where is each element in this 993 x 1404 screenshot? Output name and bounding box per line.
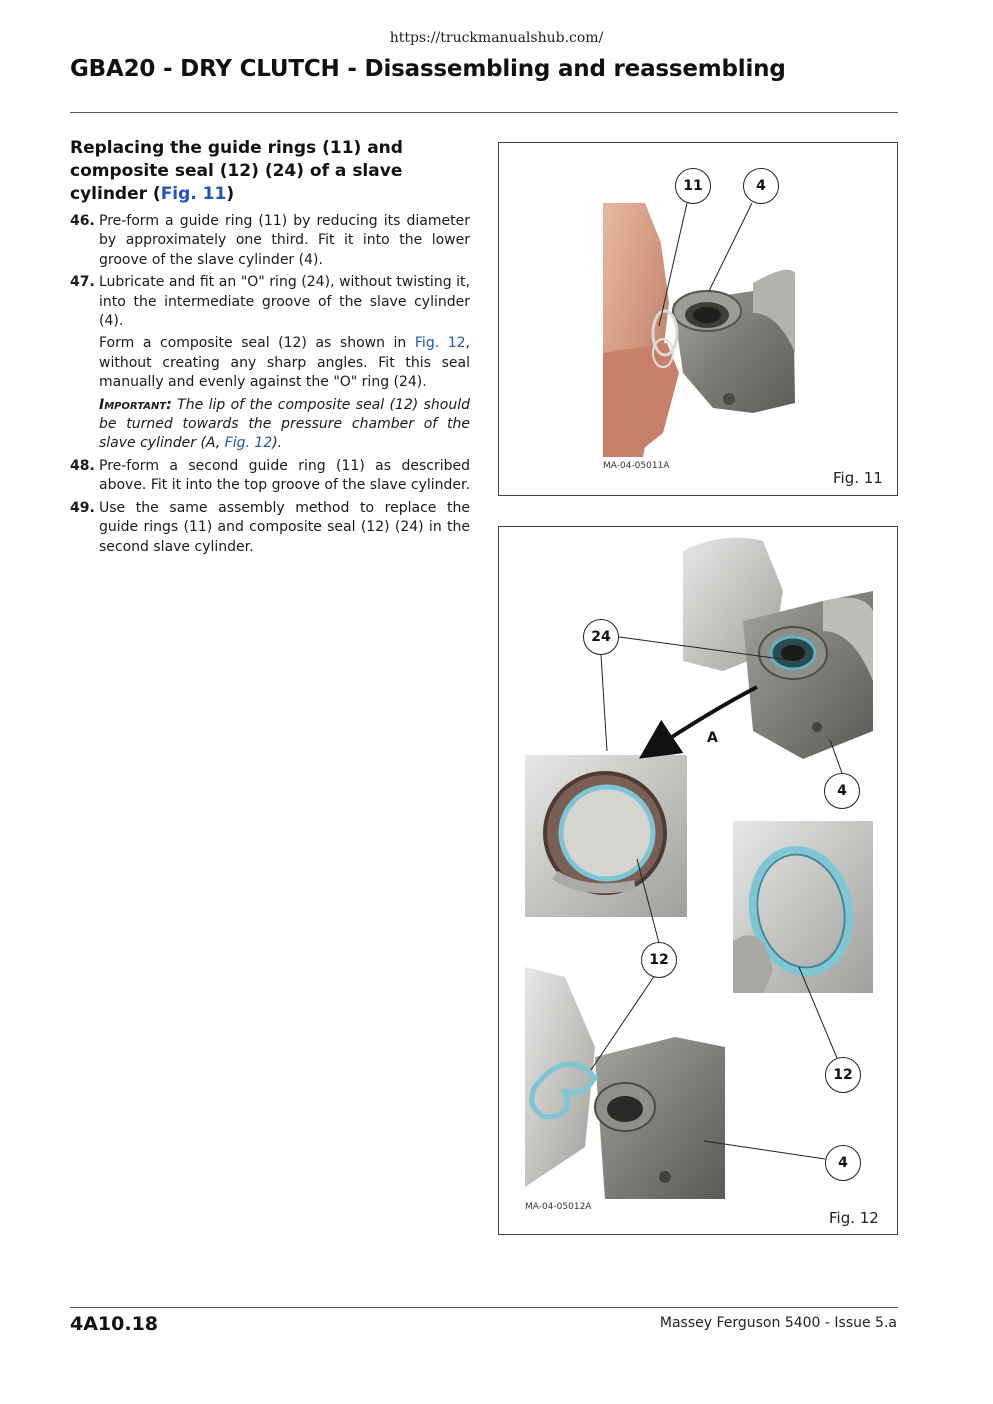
- publication-info: Massey Ferguson 5400 - Issue 5.a: [659, 1315, 897, 1331]
- fig12-link-important[interactable]: Fig. 12: [224, 435, 273, 452]
- step-paragraph: [99, 334, 470, 392]
- fig12-callout-12-left: 12: [641, 942, 677, 978]
- step-number: 46.: [70, 213, 95, 229]
- step-48: [70, 457, 470, 496]
- header-divider: [70, 112, 898, 113]
- fig11-caption: Fig. 11: [833, 469, 883, 487]
- fig12-caption: Fig. 12: [829, 1209, 879, 1227]
- step-body: [99, 273, 470, 454]
- step-47: [70, 273, 470, 454]
- fig11-link[interactable]: Fig. 11: [160, 184, 227, 204]
- step-text: Pre-form a guide ring (11) by reducing its diameter by approximately one third. Fit it into the lower groove of the slave cylinder (4).: [99, 213, 470, 268]
- figure-12: [498, 526, 898, 1235]
- section-heading-close: ): [226, 184, 235, 204]
- step-text: Pre-form a second guide ring (11) as described above. Fit it into the top groove of the slave cylinder.: [99, 457, 470, 494]
- step-number: 47.: [70, 274, 95, 291]
- fig12-photo-seal-hand: [525, 755, 687, 917]
- fig12-label-a: A: [707, 730, 718, 746]
- step-text: Lubricate and fit an "O" ring (24), without twisting it, into the intermediate groove of the slave cylinder (4).: [99, 274, 470, 330]
- fig12-callout-12-right: 12: [825, 1057, 861, 1093]
- section-heading-text: Replacing the guide rings (11) and composite seal (12) (24) of a slave cylinder (: [70, 138, 403, 204]
- step-49: [70, 499, 470, 557]
- figure-11: [498, 142, 898, 496]
- fig12-photo-top: [683, 531, 873, 759]
- fig12-callout-4-bottom: 4: [825, 1145, 861, 1181]
- fig11-callout-4: 4: [743, 168, 779, 204]
- section-heading: [70, 137, 470, 206]
- step-46: [70, 212, 470, 270]
- fig12-callout-4-top: 4: [824, 773, 860, 809]
- important-label: Important:: [99, 396, 172, 413]
- step-number: 48.: [70, 457, 95, 474]
- important-text-end: ).: [272, 435, 283, 452]
- important-note: [99, 396, 470, 454]
- instructions-column: [70, 137, 470, 560]
- page-title: GBA20 - DRY CLUTCH - Disassembling and reassembling: [70, 56, 786, 82]
- fig12-callout-24: 24: [583, 619, 619, 655]
- page-number: 4A10.18: [70, 1313, 159, 1335]
- fig11-photo: [603, 203, 795, 457]
- fig12-photo-seal-pinch: [733, 821, 873, 993]
- step-list: [70, 212, 470, 557]
- step-number: 49.: [70, 499, 95, 516]
- paragraph-text-end: , without creating any sharp angles. Fit this seal manually and evenly against the "O" ring (24).: [99, 335, 470, 391]
- fig12-link[interactable]: Fig. 12: [414, 335, 466, 352]
- fig12-code: MA-04-05012A: [525, 1202, 592, 1212]
- fig12-photo-fitting: [525, 967, 725, 1199]
- fig11-code: MA-04-05011A: [603, 461, 670, 471]
- fig11-callout-11: 11: [675, 168, 711, 204]
- source-url[interactable]: https://truckmanualshub.com/: [389, 30, 604, 46]
- step-text: Use the same assembly method to replace the guide rings (11) and composite seal (12) (24) in the second slave cylinder.: [99, 499, 470, 555]
- paragraph-text: Form a composite seal (12) as shown in: [99, 335, 415, 352]
- important-text: The lip of the composite seal (12) should be turned towards the pressure chamber of the slave cylinder (A,: [99, 396, 470, 452]
- footer-divider: [70, 1307, 898, 1308]
